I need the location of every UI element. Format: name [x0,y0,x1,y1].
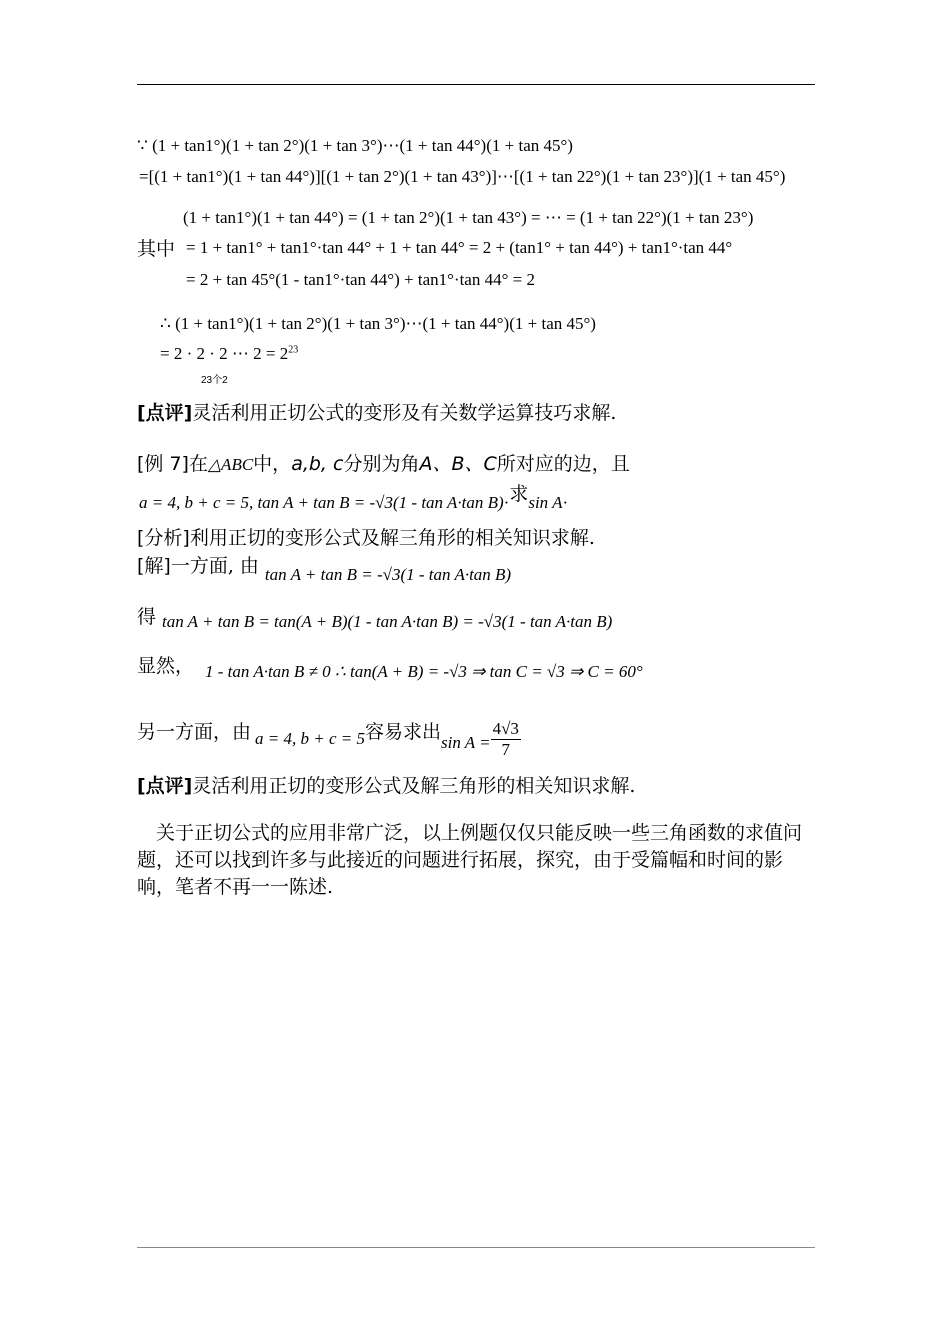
solution-equation-3: 1 - tan A·tan B ≠ 0 ∴ tan(A + B) = -√3 ⇒ tan C = √3 ⇒ C = 60° [205,662,643,681]
solution-intro [137,551,512,584]
exponent-23: 23 [288,344,299,356]
comment-2-text: 灵活利用正切的变形公式及解三角形的相关知识求解. [192,775,636,797]
angle-variables: A、B、C [419,453,497,475]
triangle-abc: △ABC [207,455,254,474]
other-side [137,713,521,759]
sin-a-fraction [491,719,521,759]
target-sin-a: sin A [528,493,563,512]
example-7-text-4: 所对应的边，且 [496,453,630,475]
solution-equation-1: tan A + tan B = -√3(1 - tan A·tan B) [264,565,512,584]
comment-1-text: 灵活利用正切公式的变形及有关数学运算技巧求解. [192,402,617,424]
solution-label: [解] [137,555,171,577]
analysis-text: 利用正切的变形公式及解三角形的相关知识求解. [189,527,595,549]
analysis [137,523,595,550]
comment-1-label: [点评] [137,402,193,424]
equation-line-3: (1 + tan1°)(1 + tan 44°) = (1 + tan 2°)(1 + tan 43°) = ⋯ = (1 + tan 22°)(1 + tan 23°) [183,208,754,227]
footer-rule [137,1247,815,1248]
example-7-condition [139,483,569,514]
easy-text: 容易求出 [364,721,441,744]
underbrace-label: 23个2 [201,375,228,386]
qizhong-label: 其中 [137,238,176,260]
example-7-text-2: 中， [253,453,292,475]
comment-2 [137,771,635,798]
target-dot: · [562,493,569,512]
de-label: 得 [137,606,157,628]
equation-line-6: ∴ (1 + tan1°)(1 + tan 2°)(1 + tan 3°)⋯(1 + tan 44°)(1 + tan 45°) [160,314,596,333]
ask-label: 求 [509,483,529,505]
equation-line-1: ∵ (1 + tan1°)(1 + tan 2°)(1 + tan 3°)⋯(1 + tan 44°)(1 + tan 45°) [137,136,573,155]
header-rule [137,84,815,85]
other-side-text: 另一方面，由 [137,721,252,744]
fraction-numerator: 4√3 [492,719,519,738]
conclusion-paragraph: 关于正切公式的应用非常广泛，以上例题仅仅只能反映一些三角函数的求值问题，还可以找到许多与此接近的问题进行拓展，探究，由于受篇幅和时间的影响，笔者不再一一陈述. [137,822,803,898]
fraction-denominator: 7 [501,739,511,759]
example-7 [137,449,630,476]
comment-1 [137,398,616,425]
example-7-text-3: 分别为角 [343,453,420,475]
comment-2-label: [点评] [137,775,193,797]
example-7-label: [例 7] [137,453,189,475]
side-variables: a,b, c [291,453,344,475]
solution-equation-2: tan A + tan B = tan(A + B)(1 - tan A·tan B) = -√3(1 - tan A·tan B) [162,612,613,631]
equation-line-4: = 1 + tan1° + tan1°·tan 44° + 1 + tan 44° = 2 + (tan1° + tan 44°) + tan1°·tan 44° [186,238,733,257]
solution-equation-4: a = 4, b + c = 5 [255,729,365,749]
example-7-text-1: 在 [188,453,208,475]
equation-line-2: =[(1 + tan1°)(1 + tan 44°)][(1 + tan 2°)(1 + tan 43°)]⋯[(1 + tan 22°)(1 + tan 23°)](1 + tan 45°) [139,167,786,186]
condition-equation: a = 4, b + c = 5, tan A + tan B = -√3(1 - tan A·tan B) [139,493,504,512]
equation-line-5: = 2 + tan 45°(1 - tan1°·tan 44°) + tan1°·tan 44° = 2 [186,270,535,289]
ask-dot: · [503,493,510,512]
xianran-label: 显然， [137,655,195,677]
solution-text: 一方面, 由 [170,555,259,577]
analysis-label: [分析] [137,527,190,549]
sin-a-label: sin A = [441,733,491,753]
equation-line-7 [160,344,298,364]
equation-line-7-body: = 2 · 2 · 2 ⋯ 2 = 2 [160,344,289,363]
